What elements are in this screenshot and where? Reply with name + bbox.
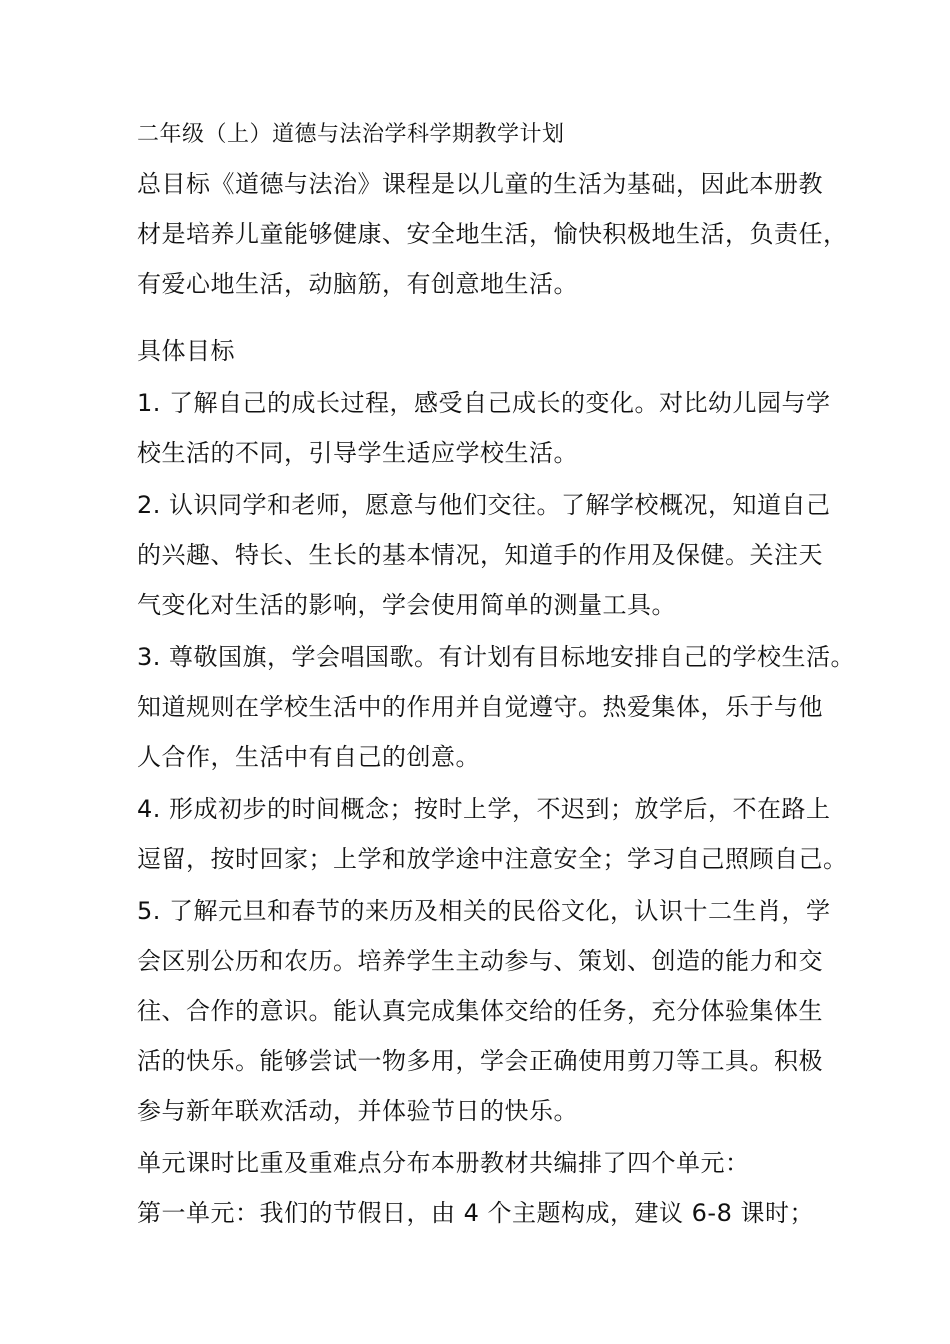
- text-line: 4. 形成初步的时间概念；按时上学，不迟到；放学后，不在路上: [137, 795, 831, 823]
- text-line: 2. 认识同学和老师，愿意与他们交往。了解学校概况，知道自己: [137, 491, 831, 519]
- text-line: 气变化对生活的影响，学会使用简单的测量工具。: [137, 591, 676, 619]
- text-line: 参与新年联欢活动，并体验节日的快乐。: [137, 1097, 578, 1125]
- text-line: 总目标《道德与法治》课程是以儿童的生活为基础，因此本册教: [137, 170, 823, 198]
- text-line: 1. 了解自己的成长过程，感受自己成长的变化。对比幼儿园与学: [137, 389, 831, 417]
- text-line: 往、合作的意识。能认真完成集体交给的任务，充分体验集体生: [137, 997, 823, 1025]
- text-line: 第一单元：我们的节假日，由 4 个主题构成，建议 6-8 课时；: [137, 1199, 814, 1227]
- text-line: 5. 了解元旦和春节的来历及相关的民俗文化，认识十二生肖，学: [137, 897, 831, 925]
- text-line: 3. 尊敬国旗，学会唱国歌。有计划有目标地安排自己的学校生活。: [137, 643, 856, 671]
- text-line: 的兴趣、特长、生长的基本情况，知道手的作用及保健。关注天: [137, 541, 823, 569]
- text-line: 材是培养儿童能够健康、安全地生活，愉快积极地生活，负责任，: [137, 220, 848, 248]
- text-line: 校生活的不同，引导学生适应学校生活。: [137, 439, 578, 467]
- section-heading: 具体目标: [137, 337, 235, 365]
- text-line: 逗留，按时回家；上学和放学途中注意安全；学习自己照顾自己。: [137, 845, 848, 873]
- document-title: 二年级（上）道德与法治学科学期教学计划: [137, 122, 565, 147]
- text-line: 知道规则在学校生活中的作用并自觉遵守。热爱集体，乐于与他: [137, 693, 823, 721]
- text-line: 单元课时比重及重难点分布本册教材共编排了四个单元：: [137, 1149, 750, 1177]
- text-line: 会区别公历和农历。培养学生主动参与、策划、创造的能力和交: [137, 947, 823, 975]
- text-line: 活的快乐。能够尝试一物多用，学会正确使用剪刀等工具。积极: [137, 1047, 823, 1075]
- text-line: 有爱心地生活，动脑筋，有创意地生活。: [137, 270, 578, 298]
- text-line: 人合作，生活中有自己的创意。: [137, 743, 480, 771]
